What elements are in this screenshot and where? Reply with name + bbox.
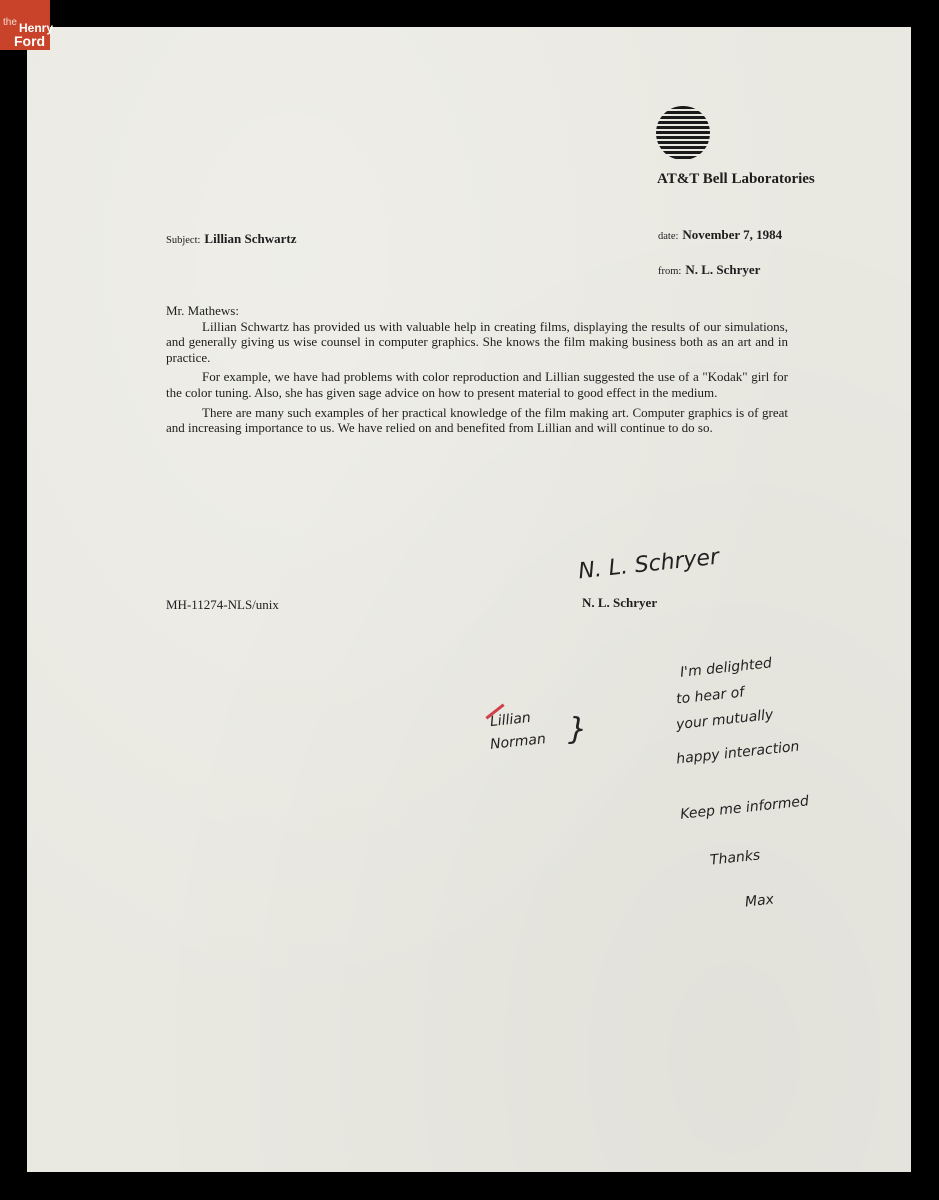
note-line-4: happy interaction: [675, 738, 801, 768]
from-label: from:: [658, 266, 682, 277]
reference-code: MH-11274-NLS/unix: [166, 597, 279, 612]
note-line-7: Max: [744, 891, 775, 911]
letter-body: [166, 303, 788, 440]
paragraph-1: Lillian Schwartz has provided us with valuable help in creating films, displaying the results of our simulations, and generally giving us wise counsel in computer graphics. She knows the film making business both as an art and in practice.: [166, 318, 788, 365]
logo-ford: Ford: [14, 33, 46, 49]
subject-value: Lillian Schwartz: [204, 231, 297, 246]
typed-signature: N. L. Schryer: [582, 595, 658, 610]
henry-ford-logo: [0, 0, 54, 50]
subject-label: Subject:: [166, 235, 201, 246]
letter-page: [27, 27, 911, 1172]
signature: N. L. Schryer: [577, 544, 721, 585]
date-value: November 7, 1984: [682, 227, 783, 242]
note-line-6: Thanks: [709, 847, 761, 869]
logo-henry: Henry: [19, 21, 54, 35]
paragraph-3: There are many such examples of her practical knowledge of the film making art. Computer graphics is of great and increasing importance to us. We have relied on and benefited from Lillian and will continue to do so.: [166, 404, 788, 436]
salutation: Mr. Mathews:: [166, 303, 239, 318]
date-line: [658, 226, 782, 244]
note-line-1: I'm delighted: [679, 655, 773, 681]
note-line-3: your mutually: [675, 706, 775, 734]
note-recipient-2: Norman: [489, 731, 547, 753]
subject-line: [166, 230, 297, 248]
paragraph-2: For example, we have had problems with color reproduction and Lillian suggested the use of a "Kodak" girl for the color tuning. Also, she has given sage advice on how to present material to good effect in the medium.: [166, 369, 788, 400]
att-globe-icon: [656, 106, 710, 160]
note-recipient-1: Lillian: [489, 709, 532, 731]
note-line-2: to hear of: [675, 684, 745, 708]
brace-icon: }: [568, 712, 588, 747]
company-name: AT&T Bell Laboratories: [657, 171, 815, 187]
note-line-5: Keep me informed: [679, 793, 810, 823]
from-line: [658, 261, 760, 279]
from-value: N. L. Schryer: [685, 262, 761, 277]
logo-the: the: [3, 17, 17, 28]
date-label: date:: [658, 231, 679, 242]
